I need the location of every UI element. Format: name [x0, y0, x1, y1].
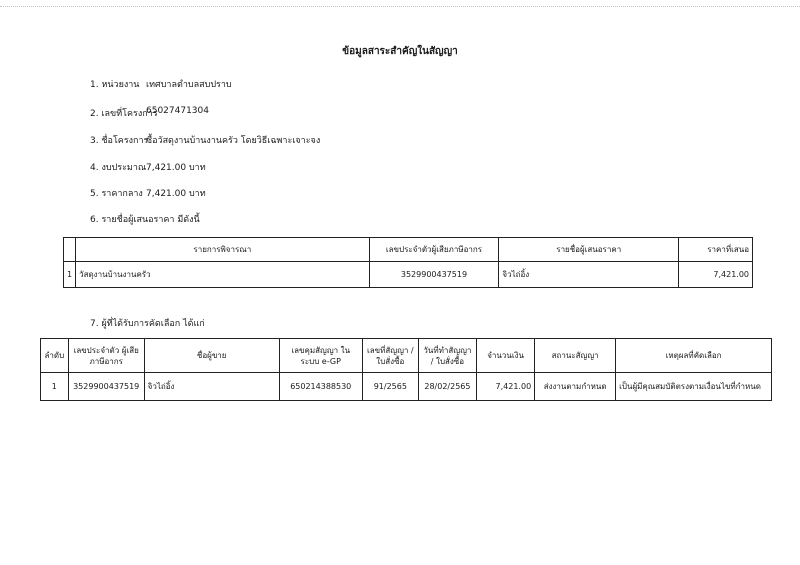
- cell-contract-date: 28/02/2565: [418, 373, 476, 401]
- cell-status: ส่งงานตามกำหนด: [535, 373, 616, 401]
- column-header: เลขที่สัญญา / ใบสั่งซื้อ: [362, 339, 418, 373]
- field-value: 65027471304: [146, 106, 209, 116]
- column-header: เลขคุมสัญญา ในระบบ e-GP: [279, 339, 362, 373]
- table-row: [64, 262, 753, 288]
- table-header-row: [64, 238, 753, 262]
- cell-index: 1: [64, 262, 76, 288]
- field-label: 2. เลขที่โครงการ: [90, 109, 158, 119]
- cell-index: 1: [41, 373, 69, 401]
- cell-amount: 7,421.00: [477, 373, 535, 401]
- section7-heading: 7. ผู้ที่ได้รับการคัดเลือก ได้แก่: [90, 319, 205, 329]
- cell-tax-id: 3529900437519: [68, 373, 144, 401]
- field-value: เทศบาลตำบลสบปราบ: [146, 80, 232, 90]
- column-header: วันที่ทำสัญญา / ใบสั่งซื้อ: [418, 339, 476, 373]
- cell-price: 7,421.00: [679, 262, 753, 288]
- column-header: [64, 238, 76, 262]
- cell-item: วัสดุงานบ้านงานครัว: [76, 262, 369, 288]
- selected-vendor-table: [40, 338, 772, 401]
- field-label: 4. งบประมาณ: [90, 163, 147, 173]
- cell-egp-number: 650214388530: [279, 373, 362, 401]
- field-label: 3. ชื่อโครงการ: [90, 136, 149, 146]
- field-label: 5. ราคากลาง: [90, 189, 143, 199]
- field-value: 7,421.00 บาท: [146, 189, 206, 199]
- column-header: ลำดับ: [41, 339, 69, 373]
- field-value: ซื้อวัสดุงานบ้านงานครัว โดยวิธีเฉพาะเจาะจง: [146, 136, 321, 146]
- document-title: ข้อมูลสาระสำคัญในสัญญา: [342, 46, 458, 57]
- column-header: รายการพิจารณา: [76, 238, 369, 262]
- cell-bidder: จิวไถ่อิ้ง: [499, 262, 679, 288]
- scan-artifact-line: [0, 6, 800, 13]
- cell-tax-id: 3529900437519: [369, 262, 499, 288]
- column-header: สถานะสัญญา: [535, 339, 616, 373]
- field-value: 7,421.00 บาท: [146, 163, 206, 173]
- column-header: เลขประจำตัวผู้เสียภาษีอากร: [369, 238, 499, 262]
- table-row: [41, 373, 772, 401]
- cell-vendor-name: จิวไถ่อิ้ง: [144, 373, 279, 401]
- table-header-row: [41, 339, 772, 373]
- field-label: 1. หน่วยงาน: [90, 80, 140, 90]
- column-header: รายชื่อผู้เสนอราคา: [499, 238, 679, 262]
- cell-contract-number: 91/2565: [362, 373, 418, 401]
- column-header: เหตุผลที่คัดเลือก: [616, 339, 772, 373]
- column-header: เลขประจำตัว ผู้เสียภาษีอากร: [68, 339, 144, 373]
- section6-heading: 6. รายชื่อผู้เสนอราคา มีดังนี้: [90, 215, 200, 225]
- column-header: ชื่อผู้ขาย: [144, 339, 279, 373]
- column-header: จำนวนเงิน: [477, 339, 535, 373]
- cell-reason: เป็นผู้มีคุณสมบัติตรงตามเงื่อนไขที่กำหนด: [616, 373, 772, 401]
- column-header: ราคาที่เสนอ: [679, 238, 753, 262]
- bidders-table: [63, 237, 753, 288]
